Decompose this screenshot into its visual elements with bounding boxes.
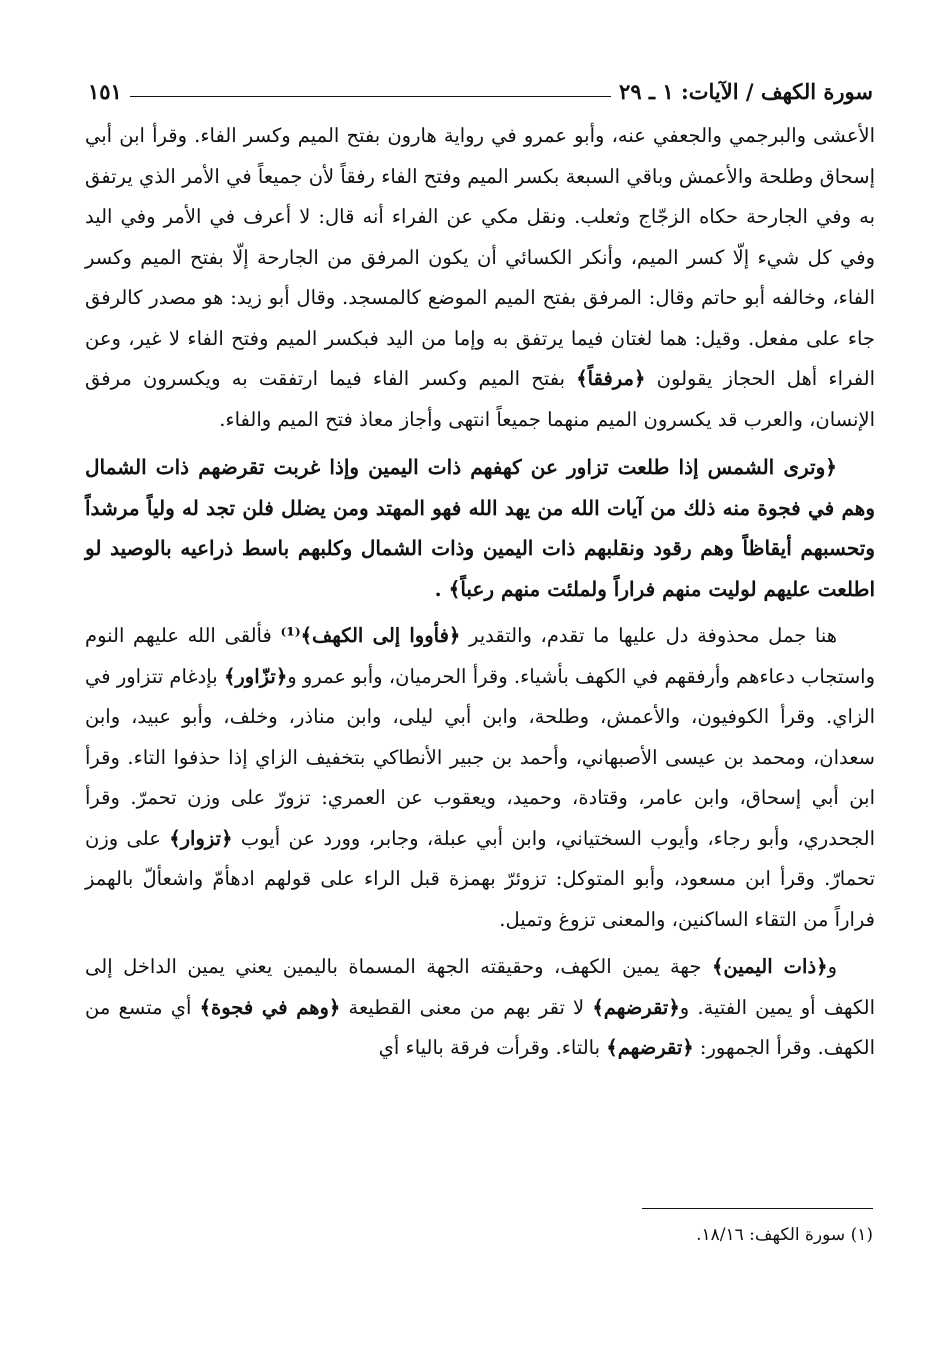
quran-term: ﴿تزوار﴾ <box>169 826 233 850</box>
quran-term: ﴿تقرضهم﴾ <box>606 1036 694 1059</box>
verse-end: . <box>434 576 442 601</box>
paragraph-4 <box>85 947 875 1069</box>
p1-text: الأعشى والبرجمي والجعفي عنه، وأبو عمرو في رواية هارون بفتح الميم وكسر الفاء. وقرأ ابن أبي إسحاق وطلحة والأعمش وباقي السبعة بكسر الميم وفتح الفاء رفقاً لأن جميعاً في الأمر الذي يرتفق به وفي الجارحة حكاه الزجّاج وثعلب. ونقل مكي عن الفراء أنه قال: لا أعرف في الأمر وفي اليد وفي كل شيء إلّا كسر الميم، وأنكر الكسائي أن يكون المرفق من الجارحة إلّا بفتح الميم وكسر الفاء، وخالفه أبو حاتم وقال: المرفق بفتح الميم الموضع كالمسجد. وقال أبو زيد: هو مصدر كالرفق جاء على مفعل. وقيل: هما لغتان فيما يرتفق به وإما من اليد فبكسر الميم وفتح الفاء لا غير، وعن الفراء أهل الحجاز يقولون <box>85 124 875 390</box>
footnote: (١) سورة الكهف: ١٨/١٦. <box>696 1225 873 1245</box>
quran-term: ﴿وهم في فجوة﴾ <box>199 995 341 1019</box>
p3-text-a: هنا جمل محذوفة دل عليها ما تقدم، والتقدير <box>468 624 838 647</box>
p3-text-b: فألقى الله عليهم النوم واستجاب دعاءهم وأرفقهم في الكهف بأشياء. وقرأ الحرميان، وأبو عمرو و <box>85 624 875 688</box>
verse-text: ﴿وترى الشمس إذا طلعت تزاور عن كهفهم ذات اليمين وإذا غربت تقرضهم ذات الشمال وهم في فجوة منه ذلك من آيات الله من يهد الله فهو المهتد ومن يضلل فلن تجد له ولياً مرشداً وتحسبهم أيقاظاً وهم رقود ونقلبهم ذات اليمين وذات الشمال وكلبهم باسط ذراعيه بالوصيد لو اطلعت عليهم لوليت منهم فراراً ولملئت منهم رعباً﴾ <box>85 455 875 601</box>
quran-term: ﴿فأووا إلى الكهف﴾⁽¹⁾ <box>280 624 461 647</box>
footnote-rule <box>642 1208 873 1209</box>
header-rule <box>130 96 611 97</box>
paragraph-3 <box>85 616 875 940</box>
p3-text-c: بإدغام تتزاور في الزاي. وقرأ الكوفيون، والأعمش، وطلحة، وابن أبي ليلى، وابن مناذر، وخلف، وأبو عبيد، وابن سعدان، ومحمد بن عيسى الأصبهاني، وأحمد بن جبير الأنطاكي بتخفيف الزاي إذا حذفوا التاء. وقرأ ابن أبي إسحاق، وابن عامر، وقتادة، وحميد، ويعقوب عن العمري: تزورّ على وزن تحمرّ. وقرأ الجحدري، وأبو رجاء، وأيوب السختياني، وابن أبي عبلة، وجابر، وورد عن أيوب <box>85 664 875 850</box>
running-head <box>88 70 873 104</box>
quran-term: ﴿ذات اليمين﴾ <box>711 955 828 978</box>
paragraph-1 <box>85 116 875 440</box>
verse-paragraph <box>85 447 875 609</box>
p4-text-e: بالتاء. وقرأت فرقة بالياء أي <box>378 1036 601 1059</box>
p4-text-b: جهة يمين الكهف، وحقيقته الجهة المسماة باليمين يعني يمين الداخل إلى الكهف أو يمين الفتية. و <box>85 955 876 1019</box>
page-number: ١٥١ <box>88 79 122 104</box>
chapter-title: سورة الكهف / الآيات: ١ ـ ٢٩ <box>619 79 873 104</box>
p4-text-d: أي متسع من الكهف. وقرأ الجمهور: <box>85 995 875 1059</box>
p4-text-a: و <box>827 955 837 978</box>
p1-text-end: بفتح الميم وكسر الفاء فيما ارتفقت به ويكسرون مرفق الإنسان، والعرب قد يكسرون الميم منهما جميعاً انتهى وأجاز معاذ فتح الميم والفاء. <box>85 367 875 431</box>
quran-term: ﴿مرفقاً﴾ <box>576 367 646 390</box>
body-text <box>85 116 875 1076</box>
quran-term: ﴿تقرضهم﴾ <box>592 995 680 1019</box>
p4-text-c: لا تقر بهم من معنى القطيعة <box>348 995 585 1019</box>
p3-text-d: على وزن تحمارّ. وقرأ ابن مسعود، وأبو المتوكل: تزوئرّ بهمزة قبل الراء على قولهم ادهأمّ واشعألّ بالهمز فراراً من التقاء الساكنين، والمعنى تزوغ وتميل. <box>85 826 875 931</box>
quran-term: ﴿تزّاور﴾ <box>223 664 288 688</box>
